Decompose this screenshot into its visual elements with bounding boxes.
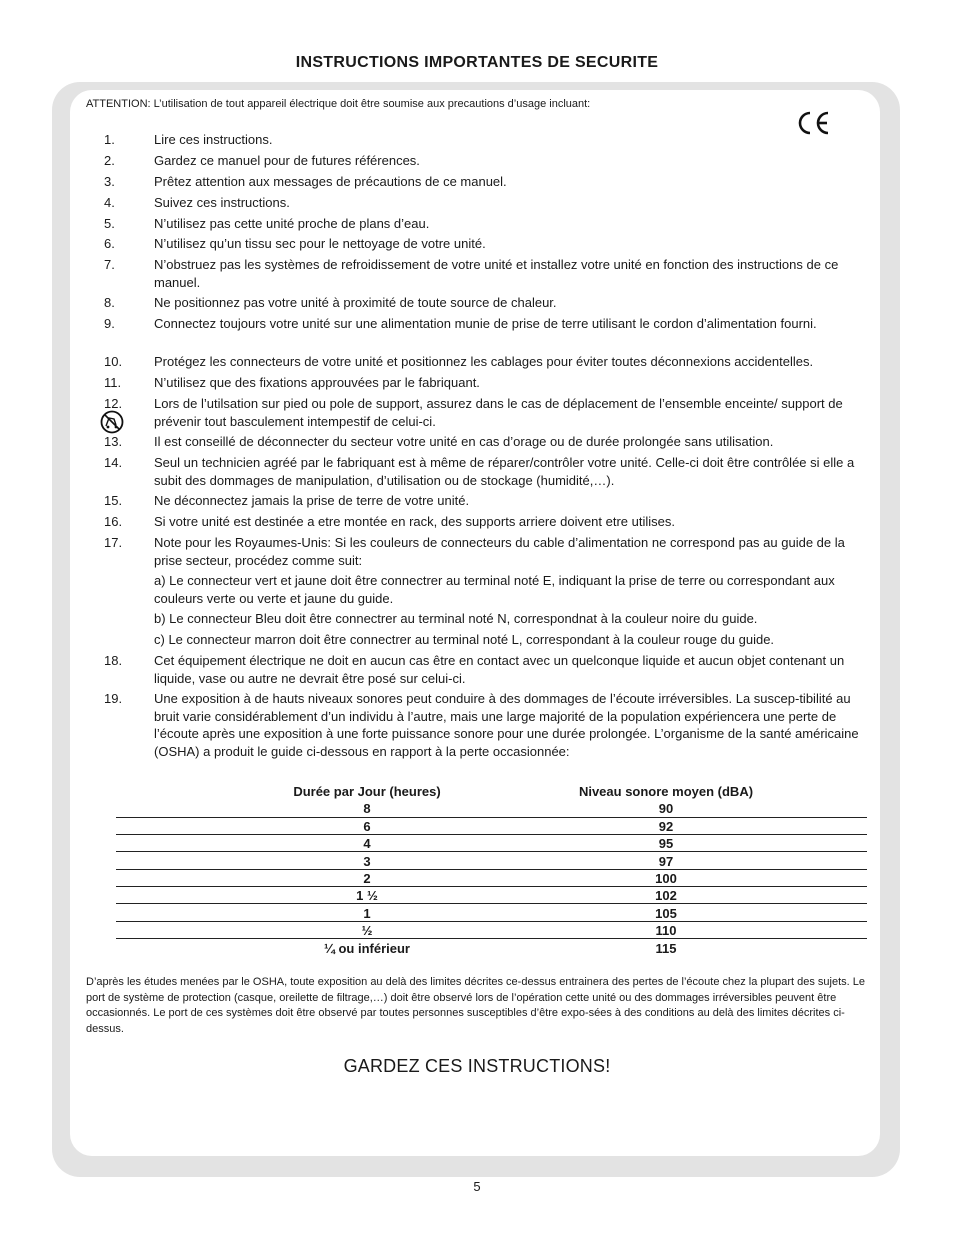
table-row: ½ 110 [361,923,677,938]
table-row: 2 100 [363,871,677,886]
table-rule [116,886,867,887]
osha-footnote: D’après les études menées par le OSHA, toute exposition au delà des limites décrites ce-dessus entrainera des pertes de l’écoute chez la plupart des sujets. Le port de système de protection (casque, oreilette de filtrage,…) doit être observé lors de l’opération cette unité ou des dommages irréversibles peuvent être occasionnés. Le port de ces systèmes doit être observé par toutes personnes susceptibles d’être expo-sées à des conditions au delà des limites décrites ci-dessus. [86,976,865,1035]
page-title: INSTRUCTIONS IMPORTANTES DE SECURITE [295,54,659,71]
sub-item: b) Le connecteur Bleu doit être connectrer au terminal noté N, correspondnat à la couleur noire du guide. [154,611,758,626]
table-row: 3 97 [363,854,674,869]
table-row: 8 90 [363,801,674,816]
cart-tip-over-warning-icon [100,410,124,434]
table-rule [116,834,867,835]
table-row: 6 92 [363,819,674,834]
table-row: 1 ½ 102 [356,888,677,903]
attention-notice: ATTENTION: L’utilisation de tout appareil électrique doit être soumise aux precautions d’usage incluant: [86,98,591,110]
table-header-duration: Durée par Jour (heures) [293,784,441,799]
closing-heading: GARDEZ CES INSTRUCTIONS! [343,1056,611,1076]
table-rule [116,817,867,818]
table-rule [116,903,867,904]
table-row: 1 105 [363,906,677,921]
table-rule [116,851,867,852]
table-header-level: Niveau sonore moyen (dBA) [578,784,754,799]
sub-item: c) Le connecteur marron doit être connectrer au terminal noté L, correspondant à la couleur rouge du guide. [154,632,775,647]
table-rule [116,938,867,939]
table-rule [116,921,867,922]
table-row: 4 95 [363,836,674,851]
page-number: 5 [473,1179,481,1194]
table-rule [116,869,867,870]
sub-item: a) Le connecteur vert et jaune doit être connectrer au terminal noté E, indiquant la prise de terre ou correspondant aux couleurs verte ou verte et jaune du guide. [154,573,835,606]
table-row: ¼ ou inférieur 115 [324,941,677,956]
